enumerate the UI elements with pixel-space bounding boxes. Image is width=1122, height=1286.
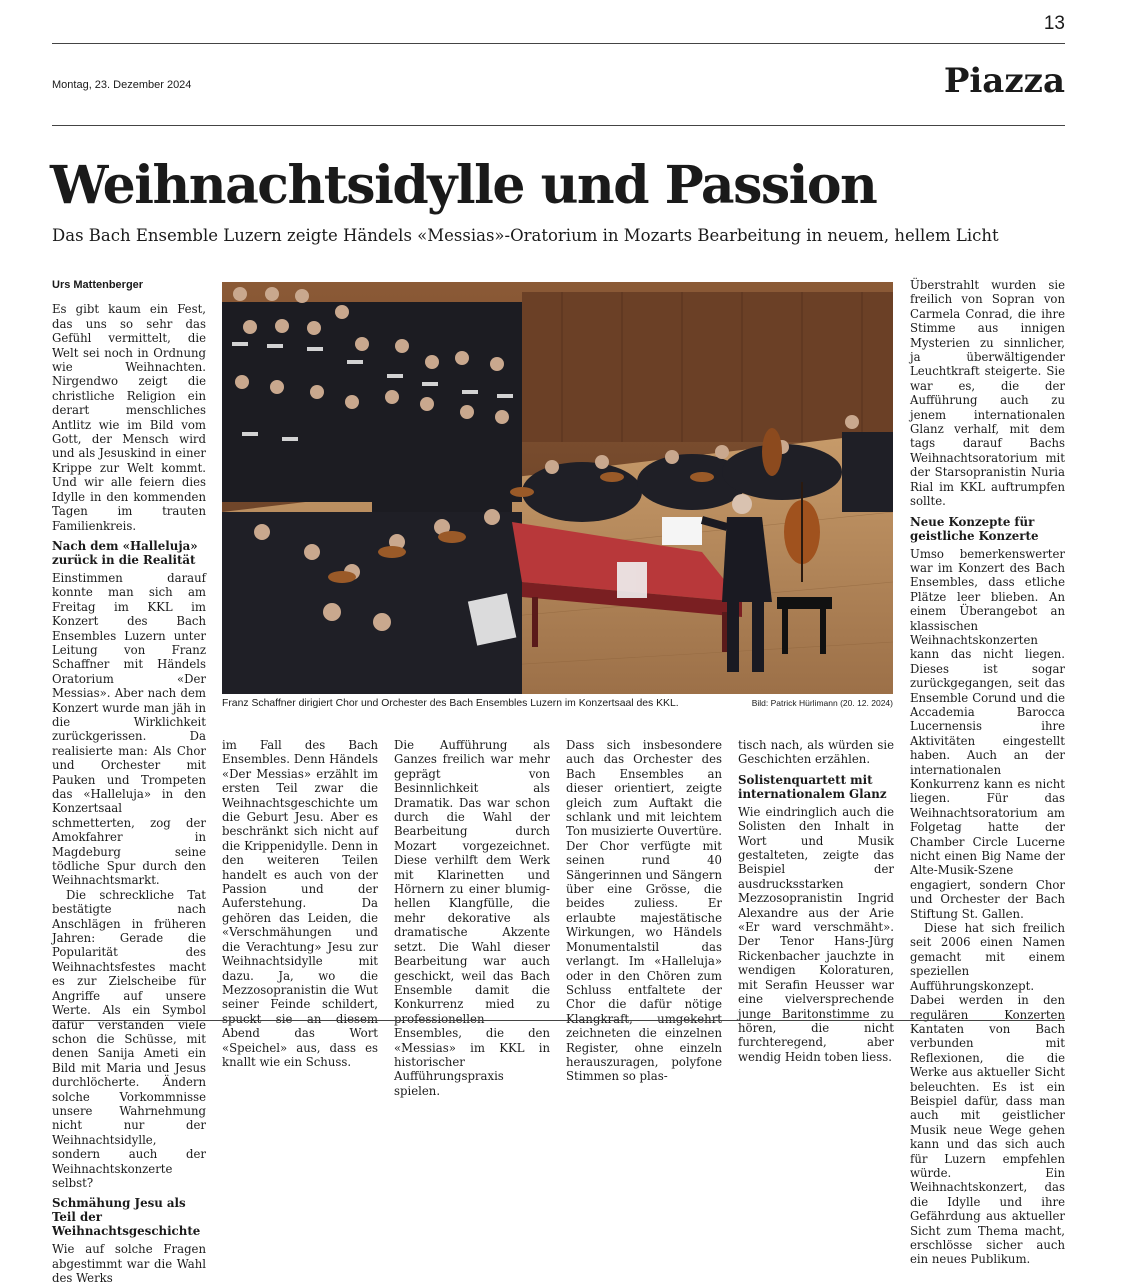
bottom-rule — [52, 1020, 1065, 1021]
paragraph: Die Aufführung als Ganzes freilich war mehr geprägt von Besinnlichkeit als Dramatik. Das war schon durch die Wahl der Bearbeitung durch Mozart vorgezeichnet. Diese verhilft dem Werk mit Klarinetten und Hörnern zu einer blumig-hellen Klangfülle, die mehr dekorative als dramatische Akzente setzt. Die Wahl dieser Bearbeitung war auch geschickt, weil das Bach Ensemble damit die Konkurrenz mied zu professionellen Ensembles, die den «Messias» im KKL in historischer Aufführungspraxis spielen. — [394, 738, 550, 1098]
intertitle: Schmähung Jesu als Teil der Weihnachtsgeschichte — [52, 1196, 201, 1239]
paragraph: Die schreckliche Tat bestätigte nach Anschlägen in früheren Jahren: Gerade die Popularität des Weihnachtsfestes macht es zur Zielscheibe für Angriffe auf unsere Werte. Als ein Symbol dafür verstanden viele schon die Schüsse, mit denen Sanija Ameti ein Bild mit Maria und Jesus durchlöcherte. Ändern solche Vorkommnisse unsere Wahrnehmung nicht nur der Weihnachtsidylle, sondern auch der Weihnachtskonzerte selbst? — [52, 887, 206, 1190]
paragraph: Dass sich insbesondere auch das Orchester des Bach Ensembles an dieser orientiert, zeigte gleich zum Auftakt die schlank und mit leichtem Ton musizierte Ouvertüre. Der Chor verfügte mit seinen rund 40 Sängerinnen und Sängern über eine Grösse, die beides zuliess. Er erlaubte majestätische Wirkungen, wo Händels Monumentalstil das verlangt. Im «Halleluja» oder in den Chören zum Schluss entfaltete der Chor die dafür nötige Klangkraft, umgekehrt zeichneten die einzelnen Register, ohne einzeln herauszuragen, polyfone Stimmen so plas- — [566, 738, 722, 1084]
paragraph: Diese hat sich freilich seit 2006 einen Namen gemacht mit einem speziellen Aufführungskonzept. Dabei werden in den regulären Konzerten Kantaten von Bach verbunden mit Reflexionen, die die Werke aus aktueller Sicht beleuchten. Es ist ein Beispiel dafür, dass man auch mit geistlicher Musik neue Wege gehen kann und das sich auch für Luzern empfehlen würde. Ein Weihnachtskonzert, das die Idylle und ihre Gefährdung aus aktueller Sicht zum Thema macht, erschlösse sicher auch ein neues Publikum. — [910, 921, 1065, 1267]
photo-credit: Bild: Patrick Hürlimann (20. 12. 2024) — [751, 698, 893, 708]
section-title: Piazza — [943, 61, 1065, 101]
issue-date: Montag, 23. Dezember 2024 — [52, 79, 192, 91]
page-number: 13 — [1043, 13, 1065, 34]
concert-photo-illustration — [222, 282, 893, 694]
top-rule — [52, 43, 1065, 44]
photo-caption: Franz Schaffner dirigiert Chor und Orchester des Bach Ensembles Luzern im Konzertsaal des KKL. — [222, 698, 679, 709]
intertitle: Nach dem «Halleluja» zurück in die Realität — [52, 538, 198, 567]
headline: Weihnachtsidylle und Passion — [50, 155, 877, 216]
author: Urs Mattenberger — [52, 279, 144, 291]
wood-panels — [522, 292, 893, 442]
paragraph: Es gibt kaum ein Fest, das uns so sehr das Gefühl vermittelt, die Welt sei noch in Ordnung wie Weihnachten. Nirgendwo zeigt die christliche Religion ein derart menschliches Antlitz wie im Bild vom Gott, der Mensch wird und als Jesuskind in einer Krippe zur Welt kommt. Und wir alle feiern dies Idylle in den kommenden Tagen im trauten Familienkreis. — [52, 302, 206, 533]
paragraph: tisch nach, als würden sie Geschichten erzählen. — [738, 738, 894, 767]
column-3 — [394, 738, 550, 1098]
paragraph: Umso bemerkenswerter war im Konzert des Bach Ensembles, dass etliche Plätze leer blieben. An einem Überangebot an klassischen Weihnachtskonzerten kann das nicht liegen. Dieses ist sogar zurückgegangen, seit das Ensemble Corund und die Accademia Barocca Lucernensis ihre Aktivitäten eingestellt haben. Auch an der internationalen Konkurrenz kann es nicht liegen. Für das Weihnachtsoratorium am Folgetag hatte der Chamber Circle Lucerne nicht einen Big Name der Alte-Musik-Szene engagiert, sondern Chor und Orchester der Bach Stiftung St. Gallen. — [910, 546, 1065, 921]
choir — [222, 302, 522, 532]
column-4 — [566, 738, 722, 1084]
column-6 — [910, 278, 1065, 1267]
intertitle: Neue Konzepte für geistliche Konzerte — [910, 514, 1039, 543]
intertitle: Solistenquartett mit internationalem Glanz — [738, 772, 887, 801]
paragraph: im Fall des Bach Ensembles. Denn Händels «Der Messias» erzählt im ersten Teil zwar die Weihnachtsgeschichte um die Geburt Jesu. Aber es beschränkt sich nicht auf die Krippenidylle. Denn in den weiteren Teilen handelt es auch von der Passion und der Auferstehung. Da gehören das Leiden, die «Verschmähungen und die Verachtung» Jesu zur Weihnachtsidylle mit dazu. Ja, wo die Mezzosopranistin die Wut seiner Feinde schildert, spuckt sie an diesem Abend das Wort «Speichel» aus, dass es knallt wie ein Schuss. — [222, 738, 378, 1069]
subheadline: Das Bach Ensemble Luzern zeigte Händels «Messias»-Oratorium in Mozarts Bearbeitung in neuem, hellem Licht — [52, 226, 999, 245]
column-1 — [52, 278, 206, 1286]
paragraph: Wie eindringlich auch die Solisten den Inhalt in Wort und Musik gestalteten, zeigte das Beispiel der ausdrucksstarken Mezzosopranistin Ingrid Alexandre aus der Arie «Er ward verschmäht». Der Tenor Hans-Jürg Rickenbacher jauchzte in wendigen Koloraturen, mit Serafin Heusser war eine vielversprechende junge Baritonstimme zu hören, die nicht furchteregend, aber wendig Heidn toben liess. — [738, 804, 894, 1064]
paragraph: Wie auf solche Fragen abgestimmt war die Wahl des Werks — [52, 1242, 206, 1286]
concert-photo — [222, 282, 893, 694]
paragraph: Einstimmen darauf konnte man sich am Freitag im KKL im Konzert des Bach Ensembles Luzern unter Leitung von Franz Schaffner mit Händels Oratorium «Der Messias». Aber nach dem Konzert wurde man jäh in die Wirklichkeit zurückgerissen. Da realisierte man: Als Chor und Orchester mit Pauken und Trompeten das «Halleluja» in den Konzertsaal schmetterten, zog der Amokfahrer in Magdeburg seine tödliche Spur durch den Weihnachtsmarkt. — [52, 570, 206, 888]
column-5 — [738, 738, 894, 1064]
header-rule — [52, 125, 1065, 126]
paragraph: Überstrahlt wurden sie freilich von Sopran von Carmela Conrad, die ihre Stimme aus innigen Mysterien zu sinnlicher, ja überwältigender Leuchtkraft steigerte. Sie war es, die der Aufführung auch zu jenem internationalen Glanz verhalf, mit dem tags darauf Bachs Weihnachtsoratorium mit der Starsopranistin Nuria Rial im KKL auftrumpfen sollte. — [910, 278, 1065, 509]
photo-caption-bar — [222, 698, 893, 709]
